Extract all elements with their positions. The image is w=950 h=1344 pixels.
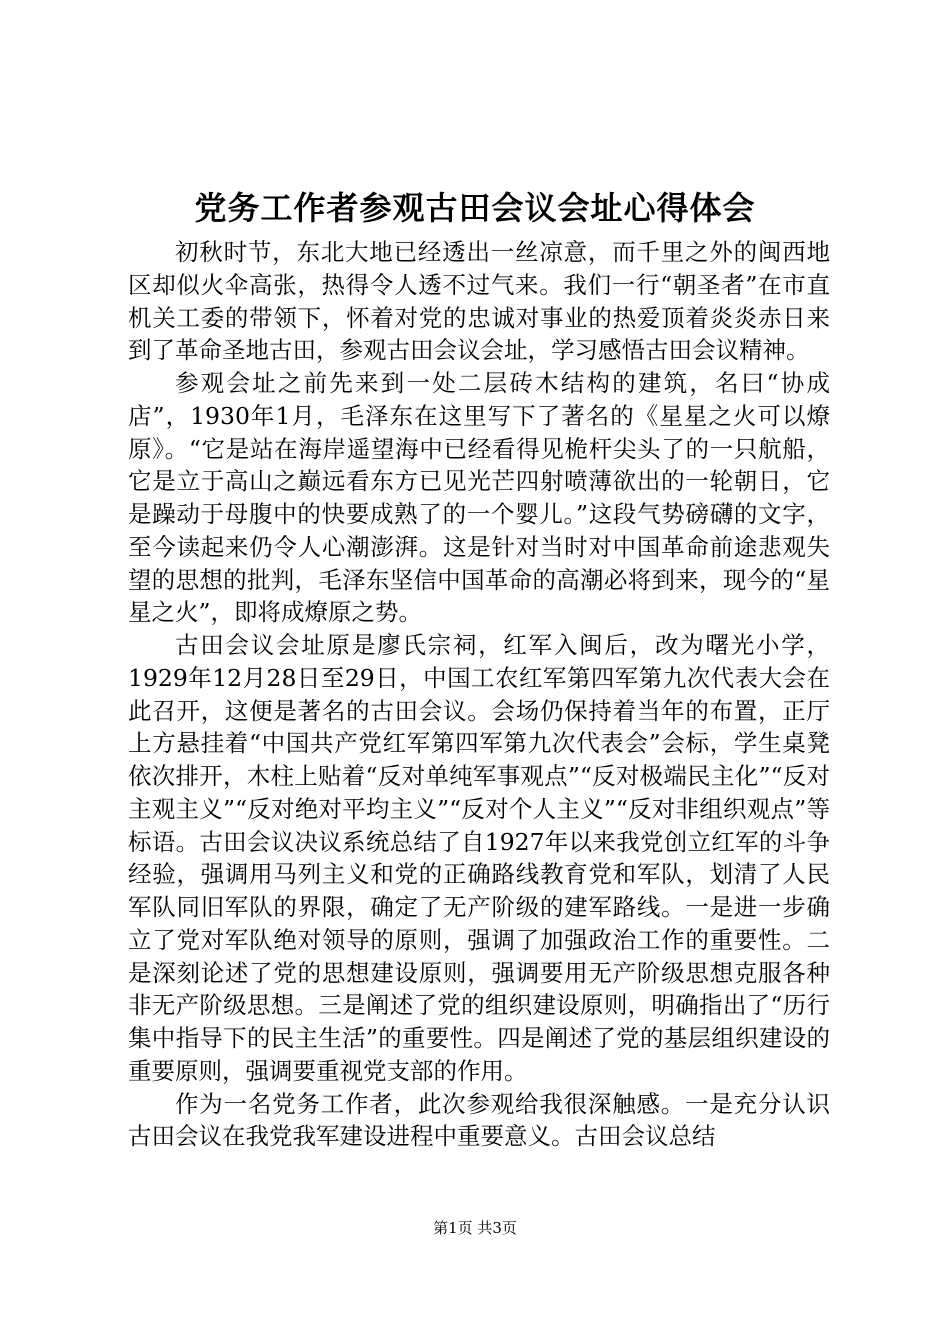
paragraph-3: 古田会议会址原是廖氏宗祠，红军入闽后，改为曙光小学，1929年12月28日至29日，中国工农红军第四军第九次代表大会在此召开，这便是著名的古田会议。会场仍保持着当年的布置，正厅上方悬挂着“中国共产党红军第四军第九次代表会”会标，学生桌凳依次排开，木柱上贴着“反对单纯军事观点”“反对极端民主化”“反对主观主义”“反对绝对平均主义”“反对个人主义”“反对非组织观点”等标语。古田会议决议系统总结了自1927年以来我党创立红军的斗争经验，强调用马列主义和党的正确路线教育党和军队，划清了人民军队同旧军队的界限，确定了无产阶级的建军路线。一是进一步确立了党对军队绝对领导的原则，强调了加强政治工作的重要性。二是深刻论述了党的思想建设原则，强调要用无产阶级思想克服各种非无产阶级思想。三是阐述了党的组织建设原则，明确指出了“历行集中指导下的民主生活”的重要性。四是阐述了党的基层组织建设的重要原则，强调要重视党支部的作用。 <box>128 631 830 1085</box>
page-footer: 第1页 共3页 <box>433 1219 517 1237</box>
paragraph-4: 作为一名党务工作者，此次参观给我很深触感。一是充分认识古田会议在我党我军建设进程中重要意义。古田会议总结 <box>128 1089 830 1151</box>
paragraph-2: 参观会址之前先来到一处二层砖木结构的建筑，名曰“协成店”，1930年1月，毛泽东在这里写下了著名的《星星之火可以燎原》。“它是站在海岸遥望海中已经看得见桅杆尖头了的一只航船，它是立于高山之巅远看东方已见光芒四射喷薄欲出的一轮朝日，它是躁动于母腹中的快要成熟了的一个婴儿。”这段气势磅礴的文字，至今读起来仍令人心潮澎湃。这是针对当时对中国革命前途悲观失望的思想的批判，毛泽东坚信中国革命的高潮必将到来，现今的“星星之火”，即将成燎原之势。 <box>128 369 830 627</box>
paragraph-1: 初秋时节，东北大地已经透出一丝凉意，而千里之外的闽西地区却似火伞高张，热得令人透不过气来。我们一行“朝圣者”在市直机关工委的带领下，怀着对党的忠诚对事业的热爱顶着炎炎赤日来到了革命圣地古田，参观古田会议会址，学习感悟古田会议精神。 <box>128 238 830 365</box>
document-body <box>128 236 830 1153</box>
document-title: 党务工作者参观古田会议会址心得体会 <box>194 189 756 227</box>
